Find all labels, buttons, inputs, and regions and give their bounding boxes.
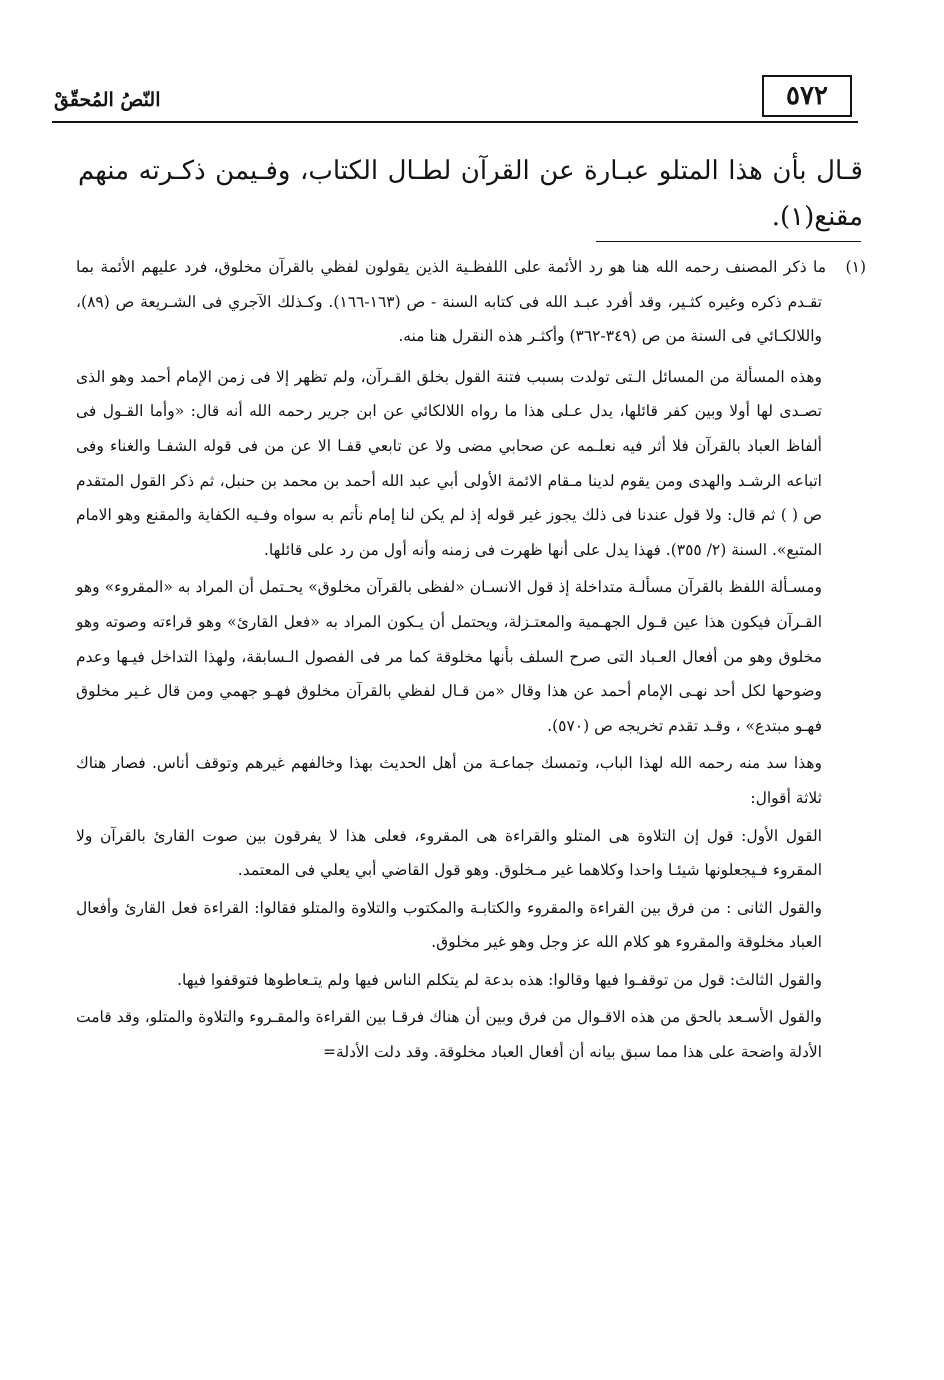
running-title: النّصُ المُحقّقْ	[54, 89, 161, 111]
footnote-paragraph: ومسـألة اللفظ بالقرآن مسألـة متداخلة إذ قول الانسـان «لفظى بالقرآن مخلوق» يحـتمل أن المراد به «المقروء» وهو القـرآن فيكون هذا عين قـول الجهـمية والمعتـزلة، ويحتمل أن يـكون المراد به «فعل القارئ» وهو قراءته وصوته وهو مخلوق وهو من أفعال العـباد التى صرح السلف بأنها مخلوقة كما مر فى الفصول الـسابقة، ولهذا التداخل فيـها وعدم وضوحها لكل أحد نهـى الإمام أحمد عن هذا وقال «من قـال لفظي بالقرآن مخلوق فهـو جهمي ومن قال غـير مخلوق فهـو مبتدع» ، وقـد تقدم تخريجه ص (٥٧٠).	[76, 578, 822, 735]
footnote-paragraph: القول الأول: قول إن التلاوة هى المتلو والقراءة هى المقروء، فعلى هذا لا يفرقون بين صوت القارئ بالقرآن ولا المقروء فـيجعلونها شيئـا واحدا وكلاهما غير مـخلوق. وهو قول القاضي أبي يعلي فى المعتمد.	[76, 826, 822, 880]
footnote-paragraph	[76, 250, 866, 354]
footnote-paragraph: وهذا سد منه رحمه الله لهذا الباب، وتمسك جماعـة من أهل الحديث بهذا وخالفهم غيرهم وتوقف أناس. فصار هناك ثلاثة أقوال:	[76, 754, 822, 807]
page-number: ٥٧٢	[786, 81, 828, 111]
header-rule	[52, 121, 858, 123]
footnote-paragraph: والقول الثالث: قول من توقفـوا فيها وقالوا: هذه بدعة لم يتكلم الناس فيها ولم يتـعاطوها فتوقفوا فيها.	[177, 970, 822, 989]
footnote-text: ما ذكر المصنف رحمه الله هنا هو رد الأئمة على اللفظـية الذين يقولون لفظي بالقرآن مخلوق، فرد عليهم الأئمة بما تقـدم ذكره وغيره كثـير، وقد أفرد عبـد الله فى كتابه السنة - ص (١٦٣-١٦٦). وكـذلك الآجري فى الشـريعة ص (٨٩)، واللالكـائي فى السنة من ص (٣٤٩-٣٦٢) وأكثـر هذه النقرل هنا منه.	[76, 258, 826, 346]
footnote-separator	[596, 241, 861, 242]
page-number-box	[762, 75, 852, 117]
footnotes	[76, 250, 866, 1070]
main-text: قـال بأن هذا المتلو عبـارة عن القرآن لطـال الكتاب، وفـيمن ذكـرته منهم مقنع(١).	[78, 156, 863, 232]
footnote-paragraph: وهذه المسألة من المسائل الـتى تولدت بسبب فتنة القول بخلق القـرآن، ولم تظهر إلا فى زمن الإمام أحمد وهو الذى تصـدى لها أولا وبين كفر قائلها، يدل عـلى هذا ما رواه اللالكائي عن ابن جرير رحمه الله أنه قال: «وأما القـول فى ألفاظ العباد بالقرآن فلا أثر فيه نعلـمه عن صحابي مضى ولا عن تابعي قفـا الا عن من فى قوله الشفـا والغناء وفى اتباعه الرشـد والهدى ومن يقوم لدينا مـقام الائمة الأولى أبي عبد الله أحمد بن محمد بن حنبل، ثم ذكر القول المتقدم ص ( ) ثم قال: ولا قول عندنا فى ذلك يجوز غير قوله إذ لم يكن لنا إمام نأتم به سواه وفـيه الكفاية والمقنع وهو الامام المتبع». السنة (٢/ ٣٥٥). فهذا يدل على أنها ظهرت فى زمنه وأنه أول من رد على قائلها.	[76, 367, 822, 559]
footnote-marker: (١)	[845, 258, 866, 276]
footnote-paragraph: والقول الأسـعد بالحق من هذه الاقـوال من فرق وبين أن هناك فرقـا بين القراءة والمقـروء والتلاوة والمتلو، وقد قامت الأدلة واضحة على هذا مما سبق بيانه أن أفعال العباد مخلوقة. وقد دلت الأدلة=	[76, 1008, 822, 1062]
footnote-paragraph: والقول الثانى : من فرق بين القراءة والمقروء والكتابـة والمكتوب والتلاوة والمتلو فقالوا: القراءة فعل القارئ وأفعال العباد مخلوقة والمقروء هو كلام الله عز وجل وهو غير مخلوق.	[76, 898, 822, 952]
